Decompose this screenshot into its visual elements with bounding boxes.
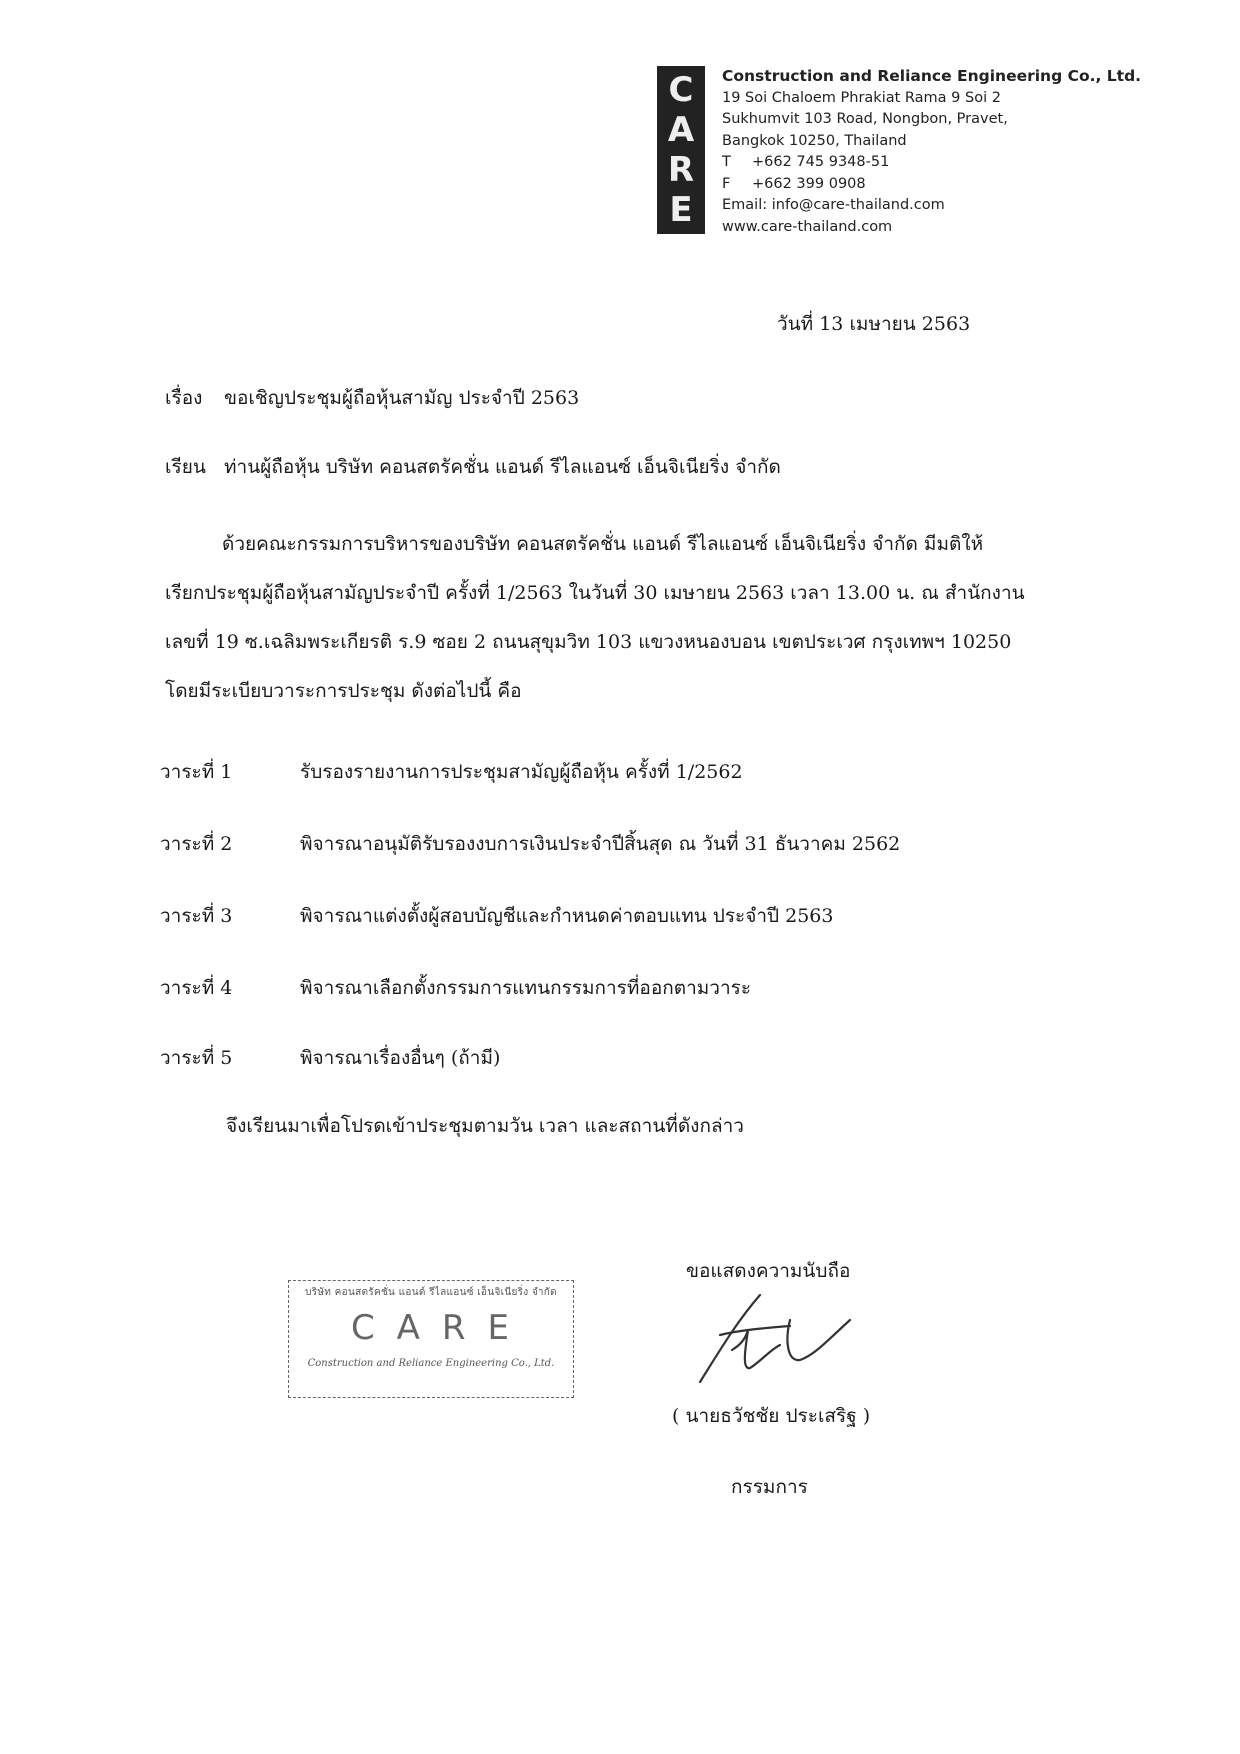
subject-text: ขอเชิญประชุมผู้ถือหุ้นสามัญ ประจำปี 2563 [224, 387, 580, 409]
agenda-number: วาระที่ 4 [160, 977, 233, 999]
signer-title: กรรมการ [731, 1476, 808, 1498]
signer-name: ( นายธวัชชัย ประเสริฐ ) [672, 1405, 871, 1427]
recipient-label: เรียน [165, 456, 206, 478]
recipient-text: ท่านผู้ถือหุ้น บริษัท คอนสตรัคชั่น แอนด์ รีไลแอนซ์ เอ็นจิเนียริ่ง จำกัด [224, 456, 781, 478]
body-line: โดยมีระเบียบวาระการประชุม ดังต่อไปนี้ คือ [165, 680, 522, 702]
telephone-row [722, 152, 1142, 174]
address-line: 19 Soi Chaloem Phrakiat Rama 9 Soi 2 [722, 89, 1001, 106]
fax-row [722, 174, 1142, 196]
agenda-number: วาระที่ 1 [160, 761, 233, 783]
website: www.care-thailand.com [722, 218, 893, 235]
body-paragraph [165, 520, 1085, 716]
agenda-item [160, 973, 1060, 1003]
closing-text: จึงเรียนมาเพื่อโปรดเข้าประชุมตามวัน เวลา และสถานที่ดังกล่าว [226, 1115, 744, 1137]
logo-letter: E [669, 190, 693, 230]
agenda-item [160, 757, 1060, 787]
agenda-text: พิจารณาอนุมัติรับรองงบการเงินประจำปีสิ้นสุด ณ วันที่ 31 ธันวาคม 2562 [300, 833, 901, 855]
logo-letter: A [667, 110, 695, 150]
fax-number: +662 399 0908 [752, 175, 866, 192]
body-line: ด้วยคณะกรรมการบริหารของบริษัท คอนสตรัคชั่น แอนด์ รีไลแอนซ์ เอ็นจิเนียริ่ง จำกัด มีมติให้ [222, 533, 984, 555]
company-name: Construction and Reliance Engineering Co., Ltd. [722, 67, 1142, 85]
stamp-top-text: บริษัท คอนสตรัคชั่น แอนด์ รีไลแอนซ์ เอ็นจิเนียริ่ง จำกัด [305, 1287, 557, 1298]
letter-date: วันที่ 13 เมษายน 2563 [777, 313, 971, 335]
telephone-label: T [722, 154, 731, 170]
company-stamp [288, 1280, 574, 1398]
agenda-text: พิจารณาเรื่องอื่นๆ (ถ้ามี) [300, 1047, 501, 1069]
address-line: Bangkok 10250, Thailand [722, 132, 907, 149]
body-line: เลขที่ 19 ซ.เฉลิมพระเกียรติ ร.9 ซอย 2 ถนนสุขุมวิท 103 แขวงหนองบอน เขตประเวศ กรุงเทพฯ 10250 [165, 631, 1012, 653]
email: Email: info@care-thailand.com [722, 197, 945, 213]
address-line: Sukhumvit 103 Road, Nongbon, Pravet, [722, 111, 1008, 127]
company-info [722, 66, 1142, 238]
logo-letter: R [667, 150, 695, 190]
stamp-word: CARE [350, 1308, 532, 1348]
agenda-text: พิจารณาแต่งตั้งผู้สอบบัญชีและกำหนดค่าตอบแทน ประจำปี 2563 [300, 905, 834, 927]
telephone-number: +662 745 9348-51 [752, 154, 890, 170]
agenda-text: รับรองรายงานการประชุมสามัญผู้ถือหุ้น ครั้งที่ 1/2562 [300, 761, 743, 783]
body-line: เรียกประชุมผู้ถือหุ้นสามัญประจำปี ครั้งที่ 1/2563 ในวันที่ 30 เมษายน 2563 เวลา 13.00 น. ณ สำนักงาน [165, 582, 1025, 604]
agenda-item [160, 829, 1060, 859]
care-logo [657, 66, 705, 234]
agenda-item [160, 1043, 1060, 1073]
fax-label: F [722, 175, 731, 192]
agenda-number: วาระที่ 2 [160, 833, 233, 855]
agenda-number: วาระที่ 5 [160, 1047, 233, 1069]
agenda-number: วาระที่ 3 [160, 905, 233, 927]
subject-label: เรื่อง [165, 387, 203, 409]
regards-text: ขอแสดงความนับถือ [686, 1260, 851, 1282]
agenda-item [160, 901, 1060, 931]
stamp-bottom-text: Construction and Reliance Engineering Co., Ltd. [307, 1358, 555, 1369]
logo-letter: C [668, 70, 694, 110]
agenda-text: พิจารณาเลือกตั้งกรรมการแทนกรรมการที่ออกตามวาระ [300, 977, 752, 999]
handwritten-signature [690, 1290, 890, 1390]
